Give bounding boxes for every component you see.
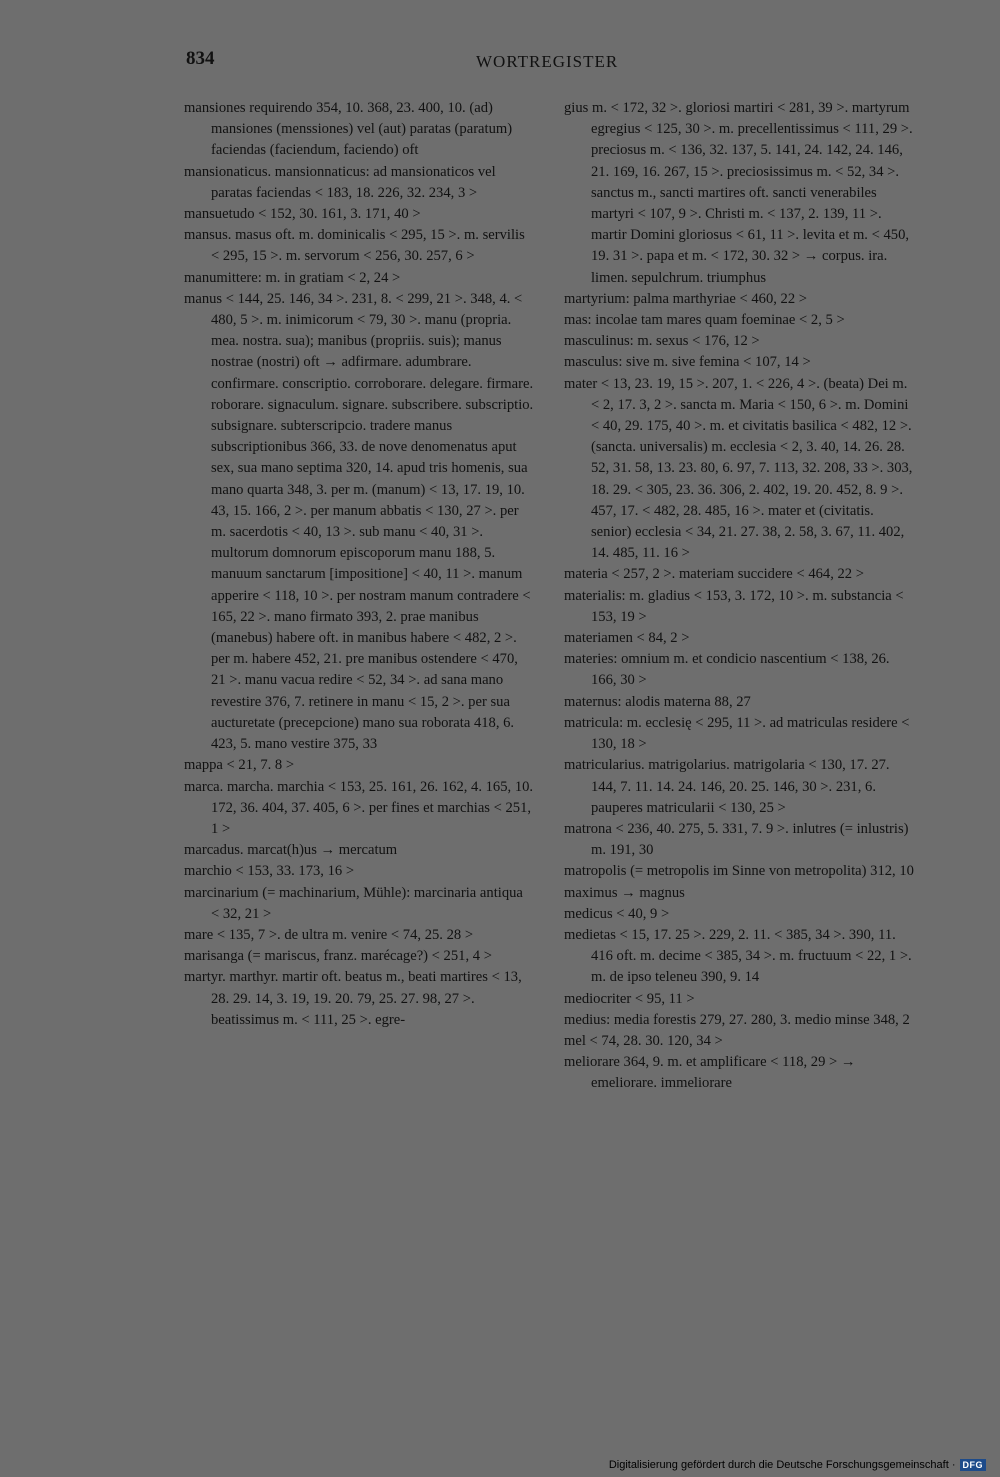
dfg-logo: DFG: [960, 1459, 987, 1471]
index-entry: materiamen < 84, 2 >: [564, 630, 690, 647]
footer-text: Digitalisierung gefördert durch die Deutsche Forschungsgemeinschaft ·: [608, 1459, 956, 1471]
index-entry: medicus < 40, 9 >: [564, 905, 670, 922]
left-column: [184, 98, 534, 1031]
index-entry: matricularius. matrigolarius. matrigolaria < 130, 17. 27. 144, 7. 11. 14. 24. 146, 20. 25. 146, 30 >. 231, 6. pauperes matricularii < 130, 25 >: [564, 757, 890, 816]
index-entry: martyr. marthyr. martir oft. beatus m., beati martires < 13, 28. 29. 14, 3. 19, 19. 20. 79, 25. 27. 98, 27 >. beatissimus m. < 111, 25 >. egre-: [184, 969, 522, 1028]
running-head: WORTREGISTER: [476, 52, 619, 71]
index-entry: materies: omnium m. et condicio nascentium < 138, 26. 166, 30 >: [564, 651, 890, 689]
right-column: [564, 98, 914, 1095]
index-entry: materialis: m. gladius < 153, 3. 172, 10 >. m. substancia < 153, 19 >: [564, 587, 904, 625]
index-entry: manus < 144, 25. 146, 34 >. 231, 8. < 299, 21 >. 348, 4. < 480, 5 >. m. inimicorum < 79, 30 >. manu (propria. mea. nostra. sua); manibus (propriis. suis); manus nostrae (nostri) oft → adfirmare. adumbrare. confirmare. conscriptio. corroborare. delegare. firmare. roborare. signaculum. signare. subscribere. subscriptio. subsignare. subterscripcio. tradere manus subscriptionibus 366, 33. de nove denomenatus aput sex, sua mano septima 320, 14. apud tris homenis, sua mano quarta 348, 3. per m. (manum) < 13, 17. 19, 10. 43, 15. 166, 2 >. per manum abbatis < 130, 27 >. per m. sacerdotis < 40, 13 >. sub manu < 40, 31 >. multorum domnorum episcoporum manu 188, 5. manuum sanctarum [impositione] < 40, 11 >. manum apperire < 118, 10 >. per nostram manum contradere < 165, 22 >. mano firmato 393, 2. prae manibus (manebus) habere oft. in manibus habere < 482, 2 >. per m. habere 452, 21. pre manibus ostendere < 470, 21 >. manu vacua redire < 52, 34 >. ad sana mano revestire 376, 7. retinere in manu < 15, 2 >. per sua aucturetate (precepcione) mano sua roborata 418, 6. 423, 5. mano vestire 375, 33: [184, 290, 534, 753]
index-entry: gius m. < 172, 32 >. gloriosi martiri < 281, 39 >. martyrum egregius < 125, 30 >. m. precellentissimus < 111, 29 >. preciosus m. < 136, 32. 137, 5. 141, 24. 142, 24. 146, 21. 169, 16. 267, 15 >. preciosissimus m. < 52, 34 >. sanctus m., sancti martires oft. sancti venerabiles martyri < 107, 9 >. Christi m. < 137, 2. 139, 11 >. martir Domini gloriosus < 61, 11 >. levita et m. < 450, 19. 31 >. papa et m. < 172, 30. 32 > → corpus. ira. limen. sepulchrum. triumphus: [564, 100, 913, 286]
index-entry: mansuetudo < 152, 30. 161, 3. 171, 40 >: [184, 206, 421, 223]
index-entry: marcinarium (= machinarium, Mühle): marcinaria antiqua < 32, 21 >: [184, 884, 523, 922]
index-entry: marcadus. marcat(h)us → mercatum: [184, 842, 398, 859]
index-entry: marisanga (= mariscus, franz. marécage?) < 251, 4 >: [184, 948, 492, 965]
index-entry: medietas < 15, 17. 25 >. 229, 2. 11. < 385, 34 >. 390, 11. 416 oft. m. decime < 385, 34 >. m. fructuum < 22, 1 >. m. de ipso teleneu 390, 9. 14: [564, 926, 912, 986]
index-entry: manumittere: m. in gratiam < 2, 24 >: [184, 269, 401, 286]
index-entry: masculinus: m. sexus < 176, 12 >: [564, 333, 760, 350]
index-entry: medius: media forestis 279, 27. 280, 3. medio minse 348, 2: [564, 1011, 910, 1028]
index-entry: matropolis (= metropolis im Sinne von metropolita) 312, 10: [564, 863, 914, 880]
index-entry: materia < 257, 2 >. materiam succidere < 464, 22 >: [564, 566, 864, 583]
index-entry: mediocriter < 95, 11 >: [564, 990, 695, 1007]
index-entry: mansiones requirendo 354, 10. 368, 23. 400, 10. (ad) mansiones (menssiones) vel (aut) paratas (paratum) faciendas (faciendum, faciendo) oft: [184, 100, 513, 159]
index-entry: martyrium: palma marthyriae < 460, 22 >: [564, 290, 808, 307]
index-entry: mater < 13, 23. 19, 15 >. 207, 1. < 226, 4 >. (beata) Dei m. < 2, 17. 3, 2 >. sancta m. Maria < 150, 6 >. m. Domini < 40, 29. 175, 40 >. m. et civitatis basilica < 482, 12 >. (sancta. universalis) m. ecclesia < 2, 3. 40, 14. 26. 28. 52, 31. 58, 13. 23. 80, 6. 97, 7. 113, 32. 208, 33 >. 303, 18. 29. < 305, 23. 36. 306, 2. 402, 19. 20. 452, 8. 9 >. 457, 17. < 482, 28. 485, 16 >. mater et (civitatis. senior) ecclesia < 34, 21. 27. 38, 2. 58, 3. 67, 11. 402, 14. 485, 11. 16 >: [564, 375, 913, 562]
index-entry: mansus. masus oft. m. dominicalis < 295, 15 >. m. servilis < 295, 15 >. m. servorum < 256, 30. 257, 6 >: [184, 227, 525, 265]
index-entry: matrona < 236, 40. 275, 5. 331, 7. 9 >. inlutres (= inlustris) m. 191, 30: [564, 820, 909, 859]
index-entry: meliorare 364, 9. m. et amplificare < 118, 29 > → emeliorare. immeliorare: [564, 1054, 856, 1092]
index-entry: mas: incolae tam mares quam foeminae < 2, 5 >: [564, 312, 845, 329]
index-entry: mansionaticus. mansionnaticus: ad mansionaticos vel paratas faciendas < 183, 18. 226, 32. 234, 3 >: [184, 163, 496, 201]
index-entry: marca. marcha. marchia < 153, 25. 161, 26. 162, 4. 165, 10. 172, 36. 404, 37. 405, 6 >. per fines et marchias < 251, 1 >: [184, 778, 534, 837]
page-number: 834: [186, 48, 215, 69]
footer: [609, 1459, 986, 1471]
index-entry: marchio < 153, 33. 173, 16 >: [184, 863, 355, 880]
index-entry: mel < 74, 28. 30. 120, 34 >: [564, 1032, 723, 1049]
index-entry: masculus: sive m. sive femina < 107, 14 >: [564, 354, 811, 371]
index-entry: maximus → magnus: [564, 884, 685, 901]
index-entry: mare < 135, 7 >. de ultra m. venire < 74, 25. 28 >: [184, 926, 474, 943]
index-entry: mappa < 21, 7. 8 >: [184, 757, 295, 774]
index-entry: maternus: alodis materna 88, 27: [564, 693, 751, 710]
index-entry: matricula: m. ecclesię < 295, 11 >. ad matriculas residere < 130, 18 >: [564, 714, 910, 753]
